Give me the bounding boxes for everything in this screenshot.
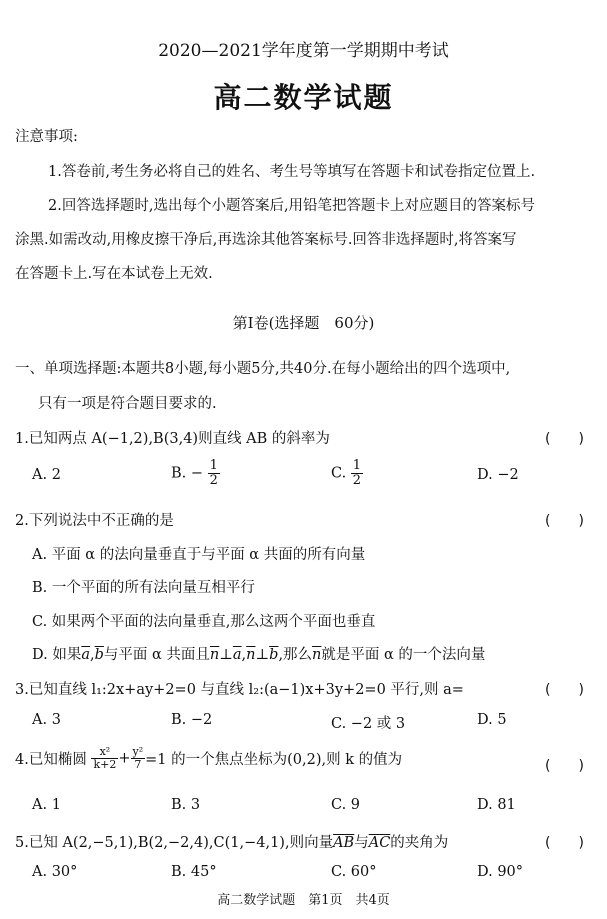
question-4-option-d: D. 81	[477, 797, 516, 813]
question-1-option-a: A. 2	[32, 467, 61, 483]
fraction-y-squared	[131, 746, 146, 771]
question-2-stem: 2.下列说法中不正确的是	[15, 513, 174, 529]
notice-item-2-line-1: 2.回答选择题时,选出每个小题答案后,用铅笔把答题卡上对应题目的答案标号	[48, 198, 536, 214]
question-3-option-d: D. 5	[477, 712, 507, 728]
text: 与	[354, 835, 369, 851]
vector-b: $\overline{b}$	[94, 647, 104, 663]
question-3-stem: 3.已知直线 l₁:2x+ay+2=0 与直线 l₂:(a−1)x+3y+2=0 平行,则 a=	[15, 682, 464, 698]
question-1-option-d: D. −2	[477, 467, 519, 483]
text: 4.已知椭圆	[15, 752, 87, 768]
vector-a: $\overline{a}$	[81, 647, 90, 663]
plus-sign: +	[118, 750, 131, 767]
question-1-answer-paren: ( )	[545, 431, 584, 447]
notice-item-2-line-2: 涂黑.如需改动,用橡皮擦干净后,再选涂其他答案标号.回答非选择题时,将答案写	[15, 232, 517, 248]
text: ,那么	[278, 647, 313, 663]
text: ,	[241, 647, 247, 663]
vector-ac: $\overline{AC}$	[368, 835, 391, 851]
text: =1 的一个焦点坐标为(0,2),则 k 的值为	[145, 752, 403, 768]
fraction-denominator: 2	[352, 473, 362, 488]
fraction-numerator: 1	[209, 458, 218, 473]
fraction-denominator: 2	[209, 473, 218, 488]
section-title: 第Ⅰ卷(选择题 60分)	[232, 314, 375, 332]
question-2-option-d	[32, 643, 485, 664]
notice-item-1: 1.答卷前,考生务必将自己的姓名、考生号等填写在答题卡和试卷指定位置上.	[48, 164, 536, 180]
fraction-denominator: k+2	[93, 758, 117, 771]
question-2-option-c: C. 如果两个平面的法向量垂直,那么这两个平面也垂直	[32, 614, 376, 630]
vector-a: $\overline{a}$	[232, 647, 242, 663]
page-title: 高二数学试题	[213, 81, 394, 114]
question-4-option-c: C. 9	[331, 797, 361, 813]
question-4-option-a: A. 1	[32, 797, 61, 813]
vector-ab: $\overline{AB}$	[333, 835, 355, 851]
option-c-prefix: C.	[331, 465, 351, 482]
option-b-fraction	[208, 459, 220, 488]
question-1-stem: 1.已知两点 A(−1,2),B(3,4)则直线 AB 的斜率为	[15, 431, 330, 447]
vector-n: $\overline{n}$	[246, 647, 256, 663]
perp-symbol: ⊥	[219, 647, 233, 663]
question-3-answer-paren: ( )	[545, 682, 584, 698]
question-1-option-c	[331, 459, 363, 488]
question-5-option-b: B. 45°	[171, 864, 217, 880]
question-3-option-a: A. 3	[32, 712, 61, 728]
question-2-option-b: B. 一个平面的所有法向量互相平行	[32, 580, 255, 596]
question-3-option-c: C. −2 或 3	[331, 716, 406, 732]
question-4-stem	[15, 746, 402, 771]
fraction-numerator: 1	[352, 458, 362, 473]
page-footer: 高二数学试题 第1页 共4页	[217, 893, 390, 908]
option-c-fraction	[351, 459, 363, 488]
question-4-option-b: B. 3	[171, 797, 201, 813]
fraction-numerator: x²	[99, 745, 111, 758]
fraction-numerator: y²	[132, 745, 144, 758]
question-3-option-b: B. −2	[171, 712, 213, 728]
vector-n: $\overline{n}$	[312, 647, 322, 663]
exam-header: 2020—2021学年度第一学期期中考试	[158, 41, 449, 61]
text: 与平面 α 共面且	[103, 647, 210, 663]
question-5-option-a: A. 30°	[32, 864, 78, 880]
part-instructions-line-2: 只有一项是符合题目要求的.	[38, 396, 217, 412]
text: 就是平面 α 的一个法向量	[321, 647, 486, 663]
vector-b: $\overline{b}$	[269, 647, 279, 663]
text: 5.已知 A(2,−5,1),B(2,−2,4),C(1,−4,1),则向量	[15, 835, 334, 851]
fraction-denominator: 7	[131, 758, 146, 771]
text: ,	[89, 647, 95, 663]
notice-item-2-line-3: 在答题卡上.写在本试卷上无效.	[15, 266, 213, 282]
question-2-option-a: A. 平面 α 的法向量垂直于与平面 α 共面的所有向量	[32, 547, 366, 563]
text: D. 如果	[32, 647, 82, 663]
question-1-option-b	[171, 459, 220, 488]
part-instructions-line-1: 一、单项选择题:本题共8小题,每小题5分,共40分.在每小题给出的四个选项中,	[15, 361, 511, 377]
notice-heading: 注意事项:	[15, 129, 78, 145]
fraction-x-squared	[91, 746, 118, 771]
question-2-answer-paren: ( )	[545, 513, 584, 529]
option-b-prefix: B. −	[171, 465, 204, 482]
question-4-answer-paren: ( )	[545, 758, 584, 774]
question-5-option-c: C. 60°	[331, 864, 377, 880]
question-5-answer-paren: ( )	[545, 835, 584, 851]
question-5-stem	[15, 831, 448, 852]
perp-symbol: ⊥	[255, 647, 270, 663]
vector-n: $\overline{n}$	[209, 647, 220, 663]
question-5-option-d: D. 90°	[477, 864, 524, 880]
text: 的夹角为	[390, 835, 449, 851]
